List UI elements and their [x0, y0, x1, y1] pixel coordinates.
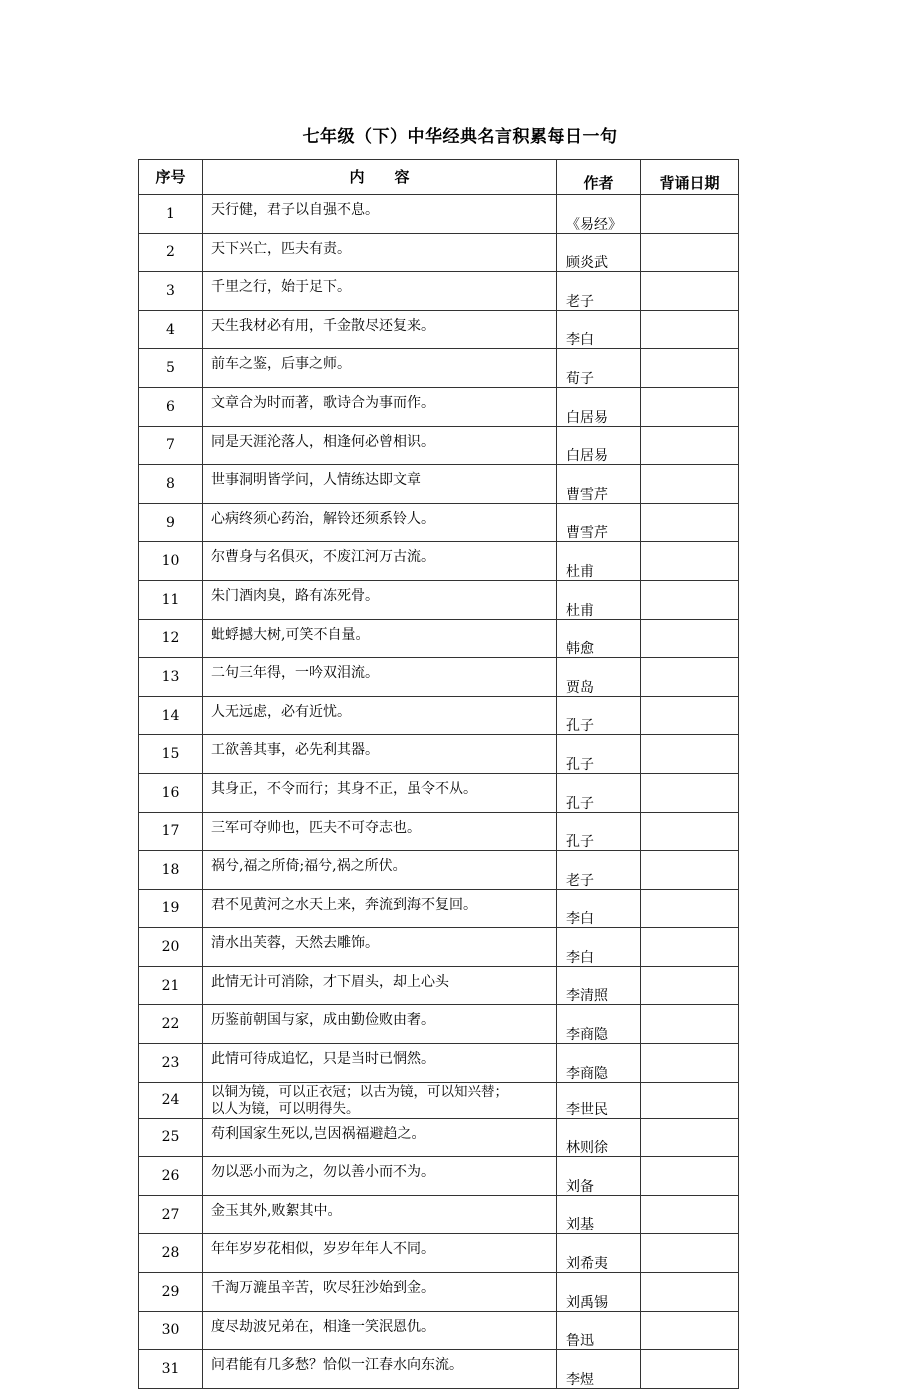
row-number: 3: [139, 272, 203, 311]
quote-text-line: 以人为镜，可以明得失。: [211, 1100, 360, 1117]
author-cell: 李白: [557, 889, 641, 928]
author-cell: 贾岛: [557, 658, 641, 697]
recite-date-cell[interactable]: [641, 1350, 739, 1389]
recite-date-cell[interactable]: [641, 696, 739, 735]
row-number: 26: [139, 1157, 203, 1196]
quote-text-cell: 金玉其外,败絮其中。: [203, 1195, 557, 1234]
author-cell: 顾炎武: [557, 233, 641, 272]
quote-text-cell: 文章合为时而著，歌诗合为事而作。: [203, 387, 557, 426]
recite-date-cell[interactable]: [641, 580, 739, 619]
table-row: [139, 696, 739, 735]
table-row: [139, 1005, 739, 1044]
table-row: [139, 889, 739, 928]
table-row: [139, 619, 739, 658]
recite-date-cell[interactable]: [641, 1311, 739, 1350]
recite-date-cell[interactable]: [641, 619, 739, 658]
author-cell: 刘备: [557, 1157, 641, 1196]
recite-date-cell[interactable]: [641, 542, 739, 581]
recite-date-cell[interactable]: [641, 272, 739, 311]
row-number: 10: [139, 542, 203, 581]
recite-date-cell[interactable]: [641, 349, 739, 388]
recite-date-cell[interactable]: [641, 233, 739, 272]
recite-date-cell[interactable]: [641, 1157, 739, 1196]
table-row: [139, 310, 739, 349]
author-cell: 白居易: [557, 387, 641, 426]
recite-date-cell[interactable]: [641, 773, 739, 812]
quote-text-cell: 祸兮,福之所倚;福兮,祸之所伏。: [203, 851, 557, 890]
quote-text-cell: 天行健，君子以自强不息。: [203, 195, 557, 234]
recite-date-cell[interactable]: [641, 1082, 739, 1118]
quote-text-cell: 世事洞明皆学问，人情练达即文章: [203, 465, 557, 504]
quote-text-cell: 人无远虑，必有近忧。: [203, 696, 557, 735]
quote-text-cell: 二句三年得，一吟双泪流。: [203, 658, 557, 697]
author-cell: 李世民: [557, 1082, 641, 1118]
header-content: 内 容: [203, 160, 557, 195]
quote-text-cell: 历鉴前朝国与家，成由勤俭败由奢。: [203, 1005, 557, 1044]
author-cell: 鲁迅: [557, 1311, 641, 1350]
row-number: 18: [139, 851, 203, 890]
row-number: 19: [139, 889, 203, 928]
table-row: [139, 1195, 739, 1234]
row-number: 22: [139, 1005, 203, 1044]
quote-text-cell: [203, 1082, 557, 1118]
quote-text-line: 以铜为镜，可以正衣冠；以古为镜，可以知兴替；: [211, 1083, 508, 1100]
quote-text-cell: 天下兴亡，匹夫有责。: [203, 233, 557, 272]
table-row: [139, 1044, 739, 1083]
recite-date-cell[interactable]: [641, 966, 739, 1005]
table-header-row: [139, 160, 739, 195]
table-row: [139, 928, 739, 967]
table-row: [139, 1157, 739, 1196]
recite-date-cell[interactable]: [641, 310, 739, 349]
author-cell: 老子: [557, 272, 641, 311]
row-number: 14: [139, 696, 203, 735]
recite-date-cell[interactable]: [641, 812, 739, 851]
table-row: [139, 1082, 739, 1118]
quote-text-cell: 同是天涯沦落人，相逢何必曾相识。: [203, 426, 557, 465]
author-cell: 白居易: [557, 426, 641, 465]
author-cell: 曹雪芹: [557, 465, 641, 504]
row-number: 4: [139, 310, 203, 349]
author-cell: 杜甫: [557, 542, 641, 581]
author-cell: 刘希夷: [557, 1234, 641, 1273]
author-cell: 孔子: [557, 696, 641, 735]
author-cell: 《易经》: [557, 195, 641, 234]
row-number: 20: [139, 928, 203, 967]
quote-text-cell: 此情可待成追忆，只是当时已惘然。: [203, 1044, 557, 1083]
row-number: 13: [139, 658, 203, 697]
row-number: 1: [139, 195, 203, 234]
quote-text-cell: 此情无计可消除，才下眉头，却上心头: [203, 966, 557, 1005]
header-number: 序号: [139, 160, 203, 195]
quote-text-cell: 勿以恶小而为之，勿以善小而不为。: [203, 1157, 557, 1196]
quote-text-cell: 朱门酒肉臭，路有冻死骨。: [203, 580, 557, 619]
table-row: [139, 233, 739, 272]
author-cell: 李清照: [557, 966, 641, 1005]
row-number: 5: [139, 349, 203, 388]
table-row: [139, 580, 739, 619]
quote-text-cell: 心病终须心药治，解铃还须系铃人。: [203, 503, 557, 542]
quotes-table: [138, 159, 739, 1389]
page-title: 七年级（下）中华经典名言积累每日一句: [302, 127, 618, 147]
author-cell: 荀子: [557, 349, 641, 388]
row-number: 30: [139, 1311, 203, 1350]
header-date: 背诵日期: [641, 160, 739, 195]
author-cell: 李商隐: [557, 1005, 641, 1044]
quote-text-cell: 年年岁岁花相似，岁岁年年人不同。: [203, 1234, 557, 1273]
author-cell: 李煜: [557, 1350, 641, 1389]
row-number: 31: [139, 1350, 203, 1389]
recite-date-cell[interactable]: [641, 465, 739, 504]
recite-date-cell[interactable]: [641, 426, 739, 465]
recite-date-cell[interactable]: [641, 1234, 739, 1273]
table-row: [139, 426, 739, 465]
table-row: [139, 503, 739, 542]
recite-date-cell[interactable]: [641, 658, 739, 697]
table-row: [139, 387, 739, 426]
row-number: 23: [139, 1044, 203, 1083]
row-number: 2: [139, 233, 203, 272]
quote-text-cell: 蚍蜉撼大树,可笑不自量。: [203, 619, 557, 658]
recite-date-cell[interactable]: [641, 735, 739, 774]
quote-text-cell: 苟利国家生死以,岂因祸福避趋之。: [203, 1118, 557, 1157]
table-row: [139, 1311, 739, 1350]
quote-text-cell: 工欲善其事，必先利其器。: [203, 735, 557, 774]
author-cell: 刘禹锡: [557, 1273, 641, 1312]
row-number: 17: [139, 812, 203, 851]
table-row: [139, 1234, 739, 1273]
recite-date-cell[interactable]: [641, 889, 739, 928]
table-row: [139, 966, 739, 1005]
quote-text-cell: 尔曹身与名俱灭，不废江河万古流。: [203, 542, 557, 581]
table-row: [139, 465, 739, 504]
table-row: [139, 1350, 739, 1389]
quote-text-cell: 天生我材必有用，千金散尽还复来。: [203, 310, 557, 349]
author-cell: 孔子: [557, 735, 641, 774]
row-number: 8: [139, 465, 203, 504]
row-number: 16: [139, 773, 203, 812]
recite-date-cell[interactable]: [641, 928, 739, 967]
author-cell: 杜甫: [557, 580, 641, 619]
table-row: [139, 773, 739, 812]
table-row: [139, 542, 739, 581]
table-row: [139, 851, 739, 890]
author-cell: 韩愈: [557, 619, 641, 658]
row-number: 6: [139, 387, 203, 426]
author-cell: 曹雪芹: [557, 503, 641, 542]
row-number: 29: [139, 1273, 203, 1312]
row-number: 27: [139, 1195, 203, 1234]
author-cell: 李商隐: [557, 1044, 641, 1083]
quote-text-cell: 前车之鉴，后事之师。: [203, 349, 557, 388]
table-row: [139, 349, 739, 388]
table-row: [139, 735, 739, 774]
author-cell: 孔子: [557, 812, 641, 851]
author-cell: 老子: [557, 851, 641, 890]
author-cell: 李白: [557, 928, 641, 967]
recite-date-cell[interactable]: [641, 503, 739, 542]
quote-text-cell: 清水出芙蓉，天然去雕饰。: [203, 928, 557, 967]
row-number: 9: [139, 503, 203, 542]
quote-text-cell: 其身正，不令而行；其身不正，虽令不从。: [203, 773, 557, 812]
recite-date-cell[interactable]: [641, 195, 739, 234]
quote-text-cell: 君不见黄河之水天上来，奔流到海不复回。: [203, 889, 557, 928]
table-row: [139, 1118, 739, 1157]
quote-text-cell: 问君能有几多愁？恰似一江春水向东流。: [203, 1350, 557, 1389]
table-row: [139, 658, 739, 697]
header-author: 作者: [557, 160, 641, 195]
recite-date-cell[interactable]: [641, 851, 739, 890]
recite-date-cell[interactable]: [641, 387, 739, 426]
table-row: [139, 1273, 739, 1312]
recite-date-cell[interactable]: [641, 1118, 739, 1157]
quote-text-cell: 千淘万漉虽辛苦，吹尽狂沙始到金。: [203, 1273, 557, 1312]
row-number: 24: [139, 1082, 203, 1118]
row-number: 28: [139, 1234, 203, 1273]
quote-text-cell: 三军可夺帅也，匹夫不可夺志也。: [203, 812, 557, 851]
author-cell: 刘基: [557, 1195, 641, 1234]
quote-text-cell: 度尽劫波兄弟在，相逢一笑泯恩仇。: [203, 1311, 557, 1350]
author-cell: 孔子: [557, 773, 641, 812]
row-number: 21: [139, 966, 203, 1005]
row-number: 7: [139, 426, 203, 465]
recite-date-cell[interactable]: [641, 1195, 739, 1234]
recite-date-cell[interactable]: [641, 1005, 739, 1044]
recite-date-cell[interactable]: [641, 1044, 739, 1083]
table-row: [139, 812, 739, 851]
row-number: 15: [139, 735, 203, 774]
row-number: 11: [139, 580, 203, 619]
author-cell: 林则徐: [557, 1118, 641, 1157]
row-number: 25: [139, 1118, 203, 1157]
table-row: [139, 272, 739, 311]
row-number: 12: [139, 619, 203, 658]
author-cell: 李白: [557, 310, 641, 349]
quote-text-cell: 千里之行，始于足下。: [203, 272, 557, 311]
table-row: [139, 195, 739, 234]
recite-date-cell[interactable]: [641, 1273, 739, 1312]
